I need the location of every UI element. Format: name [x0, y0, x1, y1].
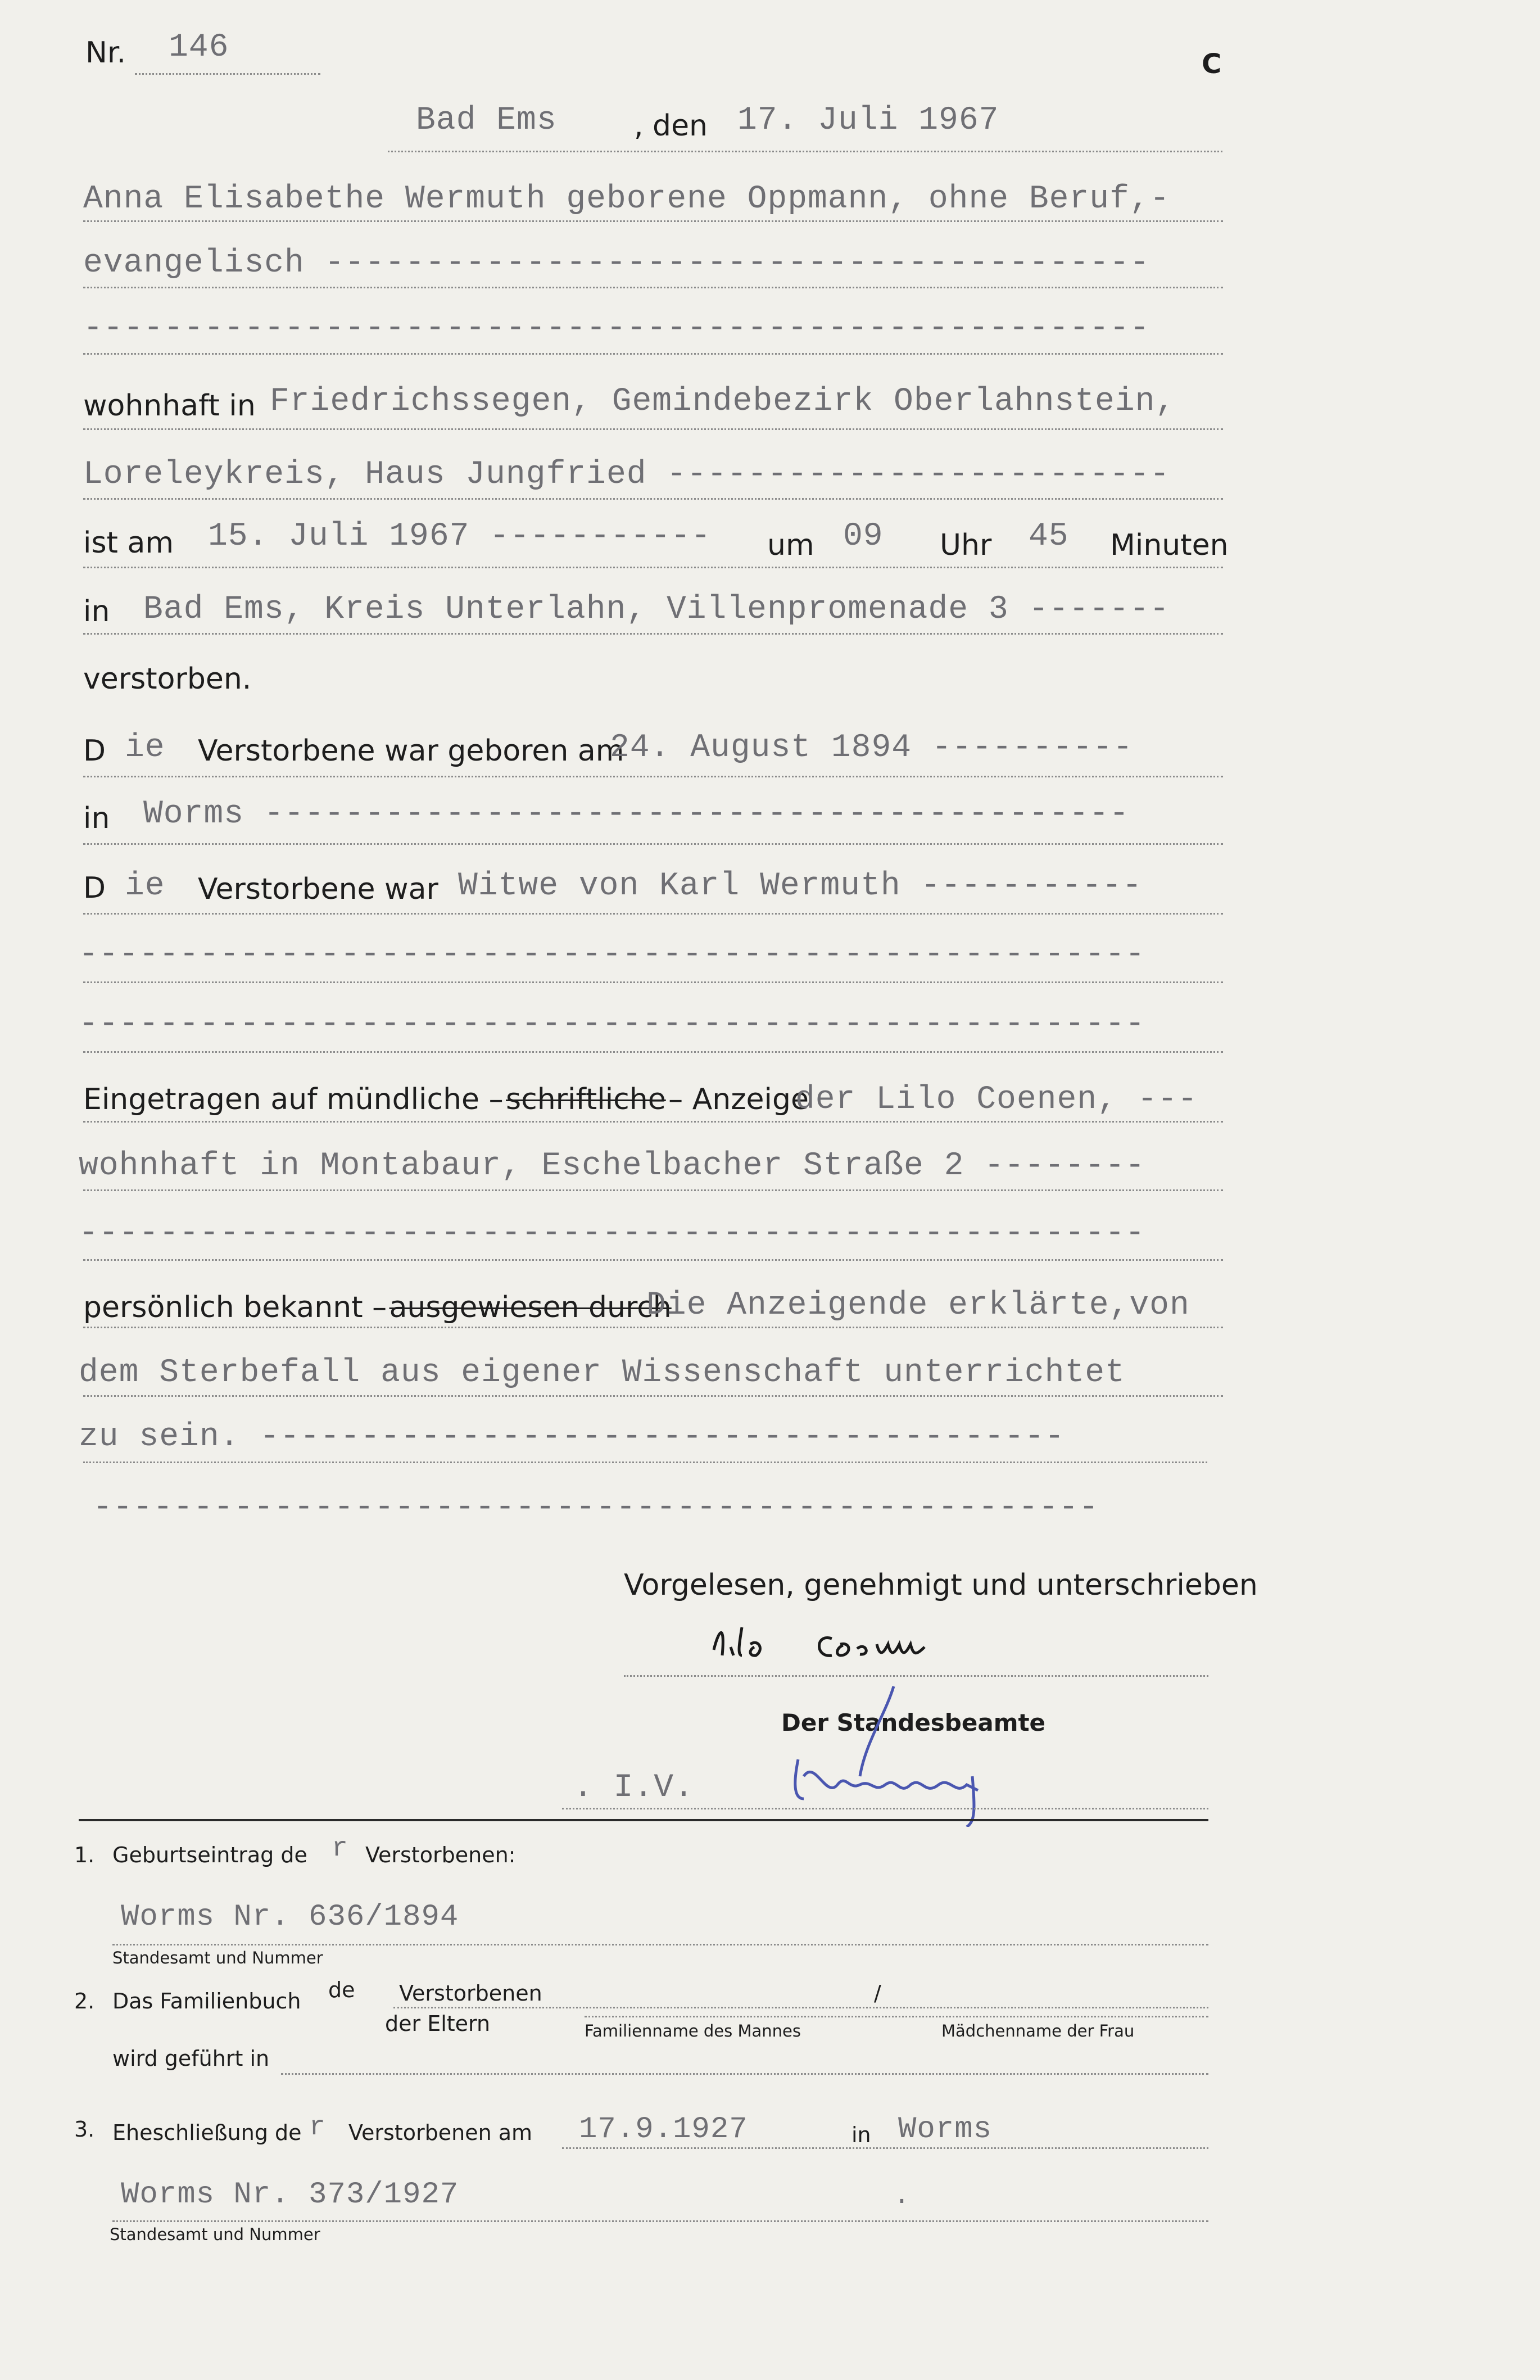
residence-value-2: Loreleykreis, Haus Jungfried ------------------------- — [83, 456, 1170, 493]
line — [281, 2073, 1208, 2075]
line — [83, 428, 1223, 430]
marriage-in: in — [851, 2123, 871, 2147]
registration-label-2: – Anzeige — [668, 1083, 809, 1116]
residence-label: wohnhaft in — [83, 389, 256, 423]
name-line-2: evangelisch ----------------------------------------- — [83, 245, 1150, 282]
uhr-label: Uhr — [940, 528, 992, 562]
marriage-label-2: Verstorbenen am — [348, 2120, 533, 2145]
known-value: Die Anzeigende erklärte,von — [646, 1287, 1190, 1324]
birth-place: Worms ------------------------------------------- — [143, 796, 1130, 832]
marriage-r: r — [309, 2112, 326, 2143]
line — [83, 1121, 1223, 1123]
birth-in-label: in — [83, 802, 110, 835]
family-slash: / — [874, 1981, 881, 2006]
marriage-place: Worms — [898, 2112, 993, 2147]
item-3-number: 3. — [74, 2117, 95, 2142]
registrar-signature-line — [562, 1808, 1208, 1809]
line — [562, 2147, 1208, 2149]
status-label: Verstorbene war — [198, 872, 438, 906]
family-book-label: Das Familienbuch — [112, 1989, 301, 2014]
known-struck: ausgewiesen durch — [389, 1291, 672, 1324]
birth-d: D — [83, 734, 106, 768]
line — [83, 1051, 1223, 1053]
death-label: ist am — [83, 526, 174, 560]
read-approved-text: Vorgelesen, genehmigt und unterschrieben — [624, 1568, 1258, 1602]
line — [83, 633, 1223, 635]
registrar-signature — [781, 1664, 1062, 1827]
registration-struck: schriftliche — [506, 1083, 666, 1116]
separator-rule — [79, 1819, 1208, 1821]
place: Bad Ems — [416, 102, 557, 139]
known-label: persönlich bekannt – — [83, 1291, 387, 1324]
line — [83, 1189, 1223, 1191]
record-number: 146 — [169, 29, 229, 66]
known-line-3: zu sein. ---------------------------------------- — [79, 1419, 1065, 1455]
registration-label: Eingetragen auf mündliche – — [83, 1083, 504, 1116]
registration-value: der Lilo Coenen, --- — [795, 1082, 1198, 1118]
status-value: Witwe von Karl Wermuth ----------- — [458, 868, 1143, 904]
birth-entry-value: Worms Nr. 636/1894 — [121, 1900, 459, 1934]
line — [112, 2220, 1208, 2222]
birth-label: Verstorbene war geboren am — [198, 734, 624, 768]
corner-letter: C — [1202, 48, 1222, 80]
known-line-2: dem Sterbefall aus eigener Wissenschaft unterrichtet — [79, 1355, 1125, 1391]
date-line — [388, 151, 1222, 152]
verstorben-label: verstorben. — [83, 662, 252, 696]
um-label: um — [767, 528, 814, 562]
line — [83, 776, 1223, 777]
birth-date: 24. August 1894 ---------- — [610, 730, 1133, 766]
line — [112, 1944, 1208, 1945]
death-place: Bad Ems, Kreis Unterlahn, Villenpromenade 3 ------- — [143, 591, 1170, 628]
marriage-label: Eheschließung de — [112, 2120, 302, 2145]
date: 17. Juli 1967 — [737, 102, 999, 139]
line — [83, 567, 1223, 568]
birth-entry-r: r — [332, 1834, 348, 1864]
line — [83, 220, 1223, 222]
item-1-number: 1. — [74, 1843, 95, 1867]
status-line-2: ----------------------------------------------------- — [79, 936, 1145, 973]
family-de: de — [328, 1978, 355, 2002]
marriage-registration: Worms Nr. 373/1927 — [121, 2178, 459, 2212]
registration-line-3: ----------------------------------------------------- — [79, 1215, 1145, 1252]
identification-line — [83, 1291, 672, 1324]
line — [83, 1259, 1223, 1261]
nr-label: Nr. — [85, 36, 126, 70]
name-line-1: Anna Elisabethe Wermuth geborene Oppmann, ohne Beruf,- — [83, 181, 1170, 218]
status-line-3: ----------------------------------------------------- — [79, 1006, 1145, 1043]
in-label: in — [83, 595, 110, 628]
line — [83, 353, 1223, 355]
line — [83, 913, 1223, 915]
maiden-name-label: Mädchenname der Frau — [941, 2021, 1135, 2040]
den-label: , den — [634, 109, 708, 143]
birth-entry-label-2: Verstorbenen: — [365, 1843, 516, 1867]
known-line-4: -------------------------------------------------- — [93, 1490, 1099, 1526]
line — [83, 287, 1223, 288]
line — [83, 1327, 1223, 1328]
registrar-label: Der Standesbeamte — [781, 1709, 1046, 1736]
line — [83, 1462, 1207, 1463]
iv-label: . I.V. — [573, 1770, 694, 1806]
death-hour: 09 — [843, 518, 884, 555]
line — [83, 843, 1223, 845]
standesamt-label: Standesamt und Nummer — [112, 1948, 323, 1967]
line — [393, 2007, 1208, 2008]
marriage-date: 17.9.1927 — [579, 2112, 748, 2147]
registration-line — [83, 1083, 809, 1116]
line — [83, 498, 1223, 500]
nr-line — [135, 73, 320, 75]
line — [83, 981, 1223, 983]
name-line-3: ----------------------------------------------------- — [83, 310, 1150, 347]
family-name-label: Familienname des Mannes — [585, 2021, 801, 2040]
line — [585, 2016, 1208, 2017]
status-ie: ie — [125, 868, 165, 904]
kept-in-label: wird geführt in — [112, 2046, 270, 2071]
registration-line-2: wohnhaft in Montabaur, Eschelbacher Straße 2 -------- — [79, 1148, 1145, 1184]
residence-value-1: Friedrichssegen, Gemindebezirk Oberlahnstein, — [270, 383, 1176, 420]
death-date: 15. Juli 1967 ----------- — [208, 518, 712, 555]
item-2-number: 2. — [74, 1989, 95, 2014]
family-verstorbenen: Verstorbenen — [399, 1981, 542, 2006]
marriage-dot: . — [894, 2181, 911, 2211]
status-d: D — [83, 871, 106, 905]
death-minute: 45 — [1029, 518, 1069, 555]
family-eltern: der Eltern — [385, 2011, 491, 2036]
line — [83, 1395, 1223, 1397]
birth-ie: ie — [125, 730, 165, 766]
minuten-label: Minuten — [1110, 528, 1229, 562]
birth-entry-label: Geburtseintrag de — [112, 1843, 307, 1867]
standesamt-label-2: Standesamt und Nummer — [110, 2225, 320, 2244]
